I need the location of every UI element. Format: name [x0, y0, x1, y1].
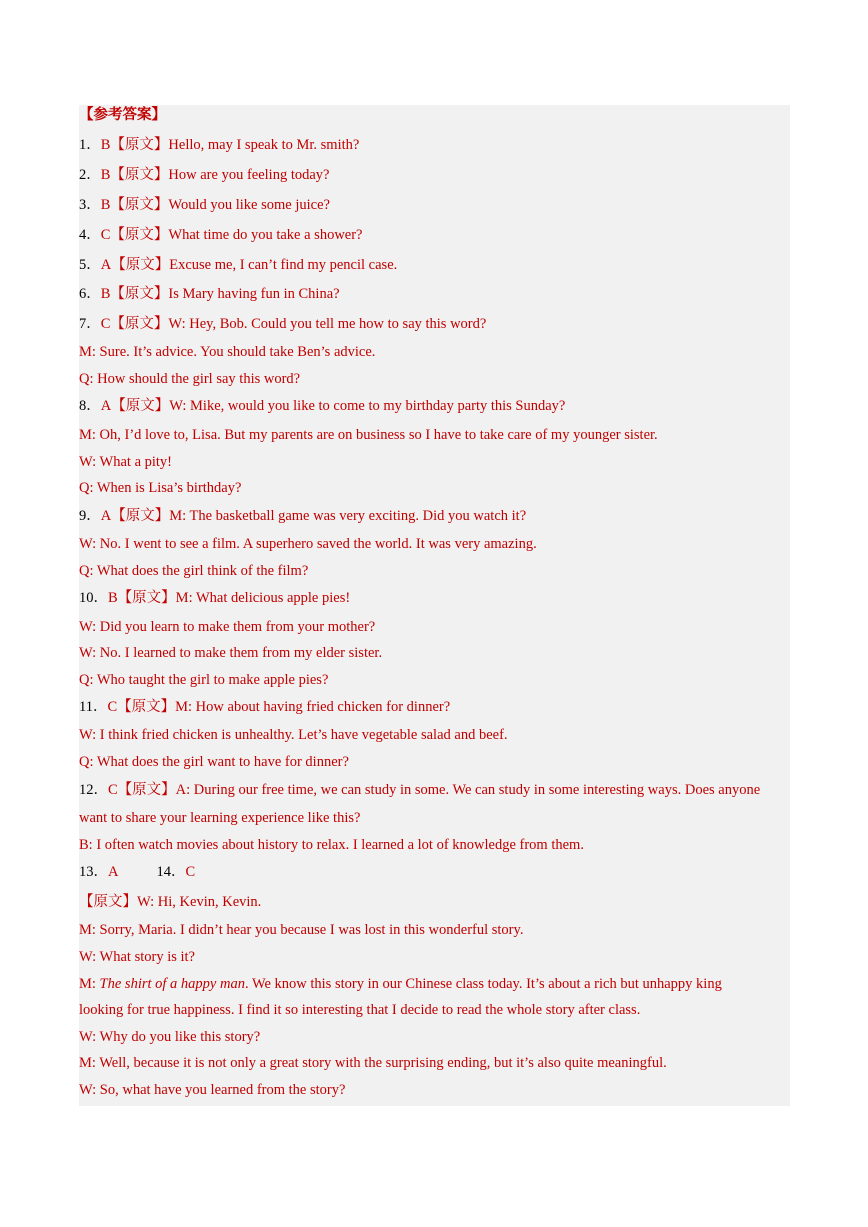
script-line: M: The shirt of a happy man. We know this story in our Chinese class today. It’s about a rich but unhappy king	[79, 976, 722, 992]
script-line: W: I think fried chicken is unhealthy. Let’s have vegetable salad and beef.	[79, 727, 508, 743]
answer-5: 5．A【原文】Excuse me, I can’t find my pencil case.	[79, 257, 398, 273]
script-line: W: No. I learned to make them from my elder sister.	[79, 645, 383, 661]
answer-9: 9．A【原文】M: The basketball game was very exciting. Did you watch it?	[79, 508, 527, 524]
script-line: W: Did you learn to make them from your mother?	[79, 619, 376, 635]
script-line: M: Oh, I’d love to, Lisa. But my parents are on business so I have to take care of my younger sister.	[79, 427, 658, 443]
script-line: B: I often watch movies about history to relax. I learned a lot of knowledge from them.	[79, 837, 584, 853]
script-line: Q: How should the girl say this word?	[79, 371, 301, 387]
script-line: want to share your learning experience like this?	[79, 810, 361, 826]
answer-8: 8．A【原文】W: Mike, would you like to come to my birthday party this Sunday?	[79, 398, 566, 414]
answer-12: 12．C【原文】A: During our free time, we can study in some. We can study in some interesting ways. Does anyone	[79, 782, 761, 798]
story-title: The shirt of a happy man	[99, 976, 245, 992]
script-line: W: What story is it?	[79, 949, 195, 965]
script-line: M: Well, because it is not only a great story with the surprising ending, but it’s also quite meaningful.	[79, 1055, 667, 1071]
script-line: W: No. I went to see a film. A superhero saved the world. It was very amazing.	[79, 536, 537, 552]
script-line: looking for true happiness. I find it so interesting that I decide to read the whole story after class.	[79, 1002, 641, 1018]
script-line: M: Sorry, Maria. I didn’t hear you because I was lost in this wonderful story.	[79, 922, 524, 938]
answer-4: 4．C【原文】What time do you take a shower?	[79, 227, 363, 243]
script-line: M: Sure. It’s advice. You should take Ben’s advice.	[79, 344, 376, 360]
answer-6: 6．B【原文】Is Mary having fun in China?	[79, 286, 340, 302]
script-line: W: What a pity!	[79, 454, 173, 470]
script-line: Q: What does the girl want to have for dinner?	[79, 754, 349, 770]
script-line: Q: Who taught the girl to make apple pies?	[79, 672, 329, 688]
section-heading: 【参考答案】	[79, 107, 166, 123]
answer-7: 7．C【原文】W: Hey, Bob. Could you tell me how to say this word?	[79, 316, 487, 332]
answer-10: 10．B【原文】M: What delicious apple pies!	[79, 590, 351, 606]
answer-1: 1．B【原文】Hello, may I speak to Mr. smith?	[79, 137, 360, 153]
passage-first-line: 【原文】W: Hi, Kevin, Kevin.	[79, 894, 262, 910]
script-line: Q: What does the girl think of the film?	[79, 563, 309, 579]
answer-11: 11．C【原文】M: How about having fried chicken for dinner?	[79, 699, 451, 715]
script-line: Q: When is Lisa’s birthday?	[79, 480, 242, 496]
answer-3: 3．B【原文】Would you like some juice?	[79, 197, 330, 213]
answer-13-14: 13．A 14．C	[79, 864, 196, 880]
script-line: W: So, what have you learned from the story?	[79, 1082, 346, 1098]
script-line: W: Why do you like this story?	[79, 1029, 261, 1045]
answer-2: 2．B【原文】How are you feeling today?	[79, 167, 330, 183]
